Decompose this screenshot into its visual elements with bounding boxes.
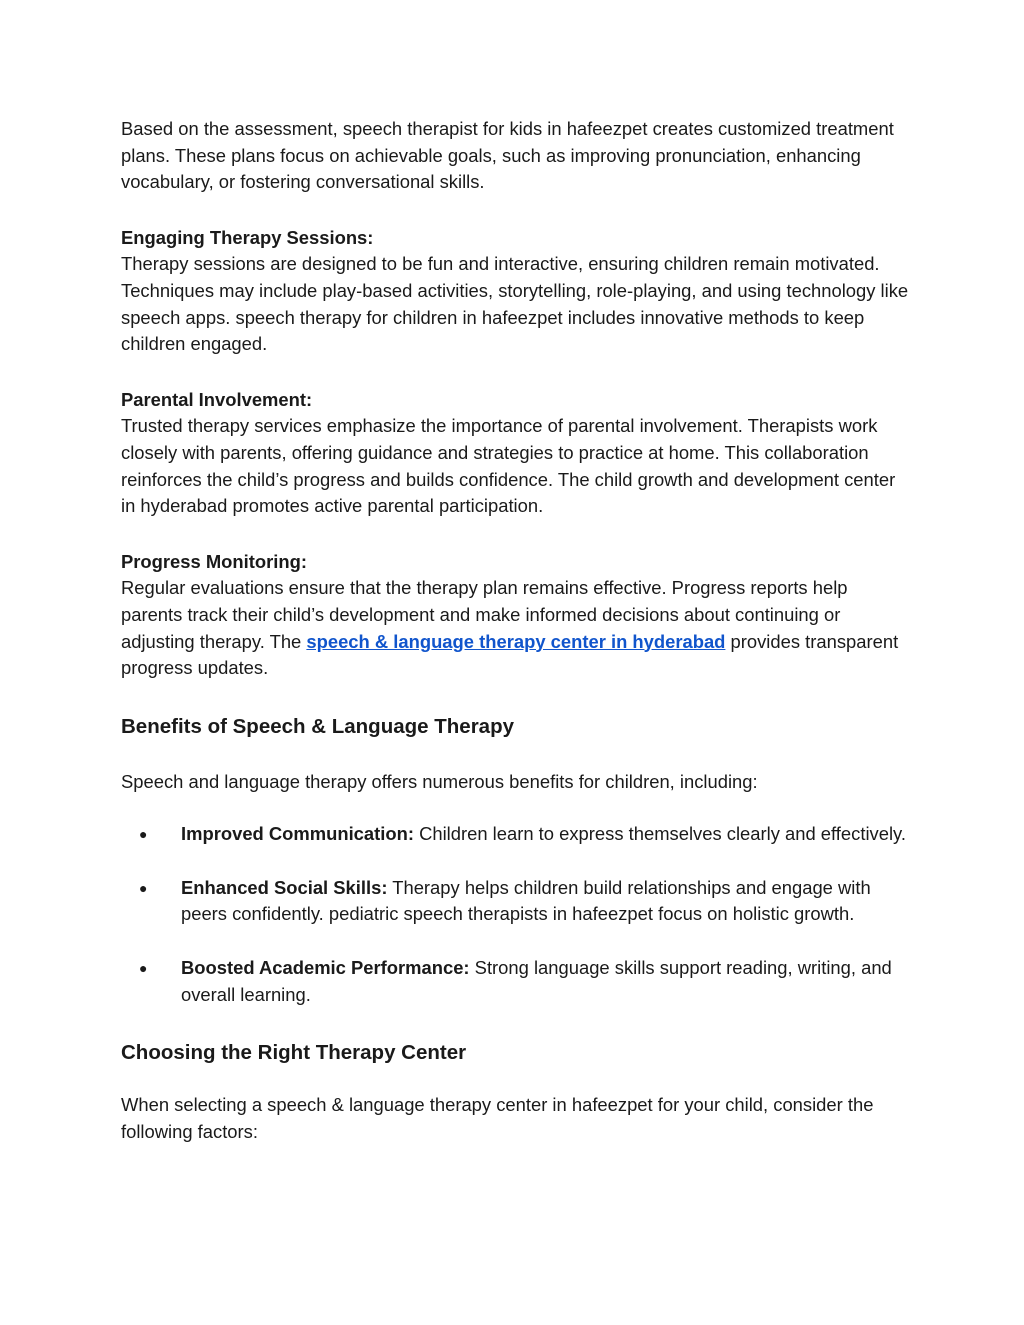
- benefit-text: Children learn to express themselves clearly and effectively.: [413, 823, 906, 845]
- section-parental-involvement: [121, 387, 911, 520]
- section-body: Trusted therapy services emphasize the importance of parental involvement. Therapists work closely with parents, offering guidance and strategies to practice at home. This collaboration reinforces the child’s progress and builds confidence. The child growth and development center in hyderabad promotes active parental participation.: [121, 415, 896, 517]
- benefits-intro: Speech and language therapy offers numerous benefits for children, including:: [121, 770, 758, 792]
- benefits-heading: Benefits of Speech & Language Therapy: [121, 714, 514, 738]
- section-body: [121, 575, 911, 681]
- bullet-icon: ●: [139, 826, 148, 843]
- list-item: [121, 955, 911, 1008]
- benefit-text: Strong language skills support reading, writing, and overall learning.: [181, 957, 892, 1005]
- choosing-heading: Choosing the Right Therapy Center: [121, 1041, 467, 1065]
- benefit-label: Improved Communication:: [181, 823, 414, 845]
- bullet-icon: ●: [139, 879, 148, 896]
- list-item: [121, 821, 911, 848]
- section-heading: Progress Monitoring:: [121, 550, 307, 572]
- benefit-label: Boosted Academic Performance:: [181, 957, 470, 979]
- body-text: provides transparent progress updates.: [121, 630, 899, 679]
- section-body: Therapy sessions are designed to be fun and interactive, ensuring children remain motivated. Techniques may include play-based activities, storytelling, role-playing, and using technology like speech apps. speech therapy for children in hafeezpet includes innovative methods to keep children engaged.: [121, 253, 909, 355]
- body-text: Regular evaluations ensure that the therapy plan remains effective. Progress reports help parents track their child’s development and make informed decisions about continuing or adjusting therapy. The: [121, 577, 848, 652]
- bullet-icon: ●: [139, 960, 148, 977]
- intro-paragraph: Based on the assessment, speech therapist for kids in hafeezpet creates customized treatment plans. These plans focus on achievable goals, such as improving pronunciation, enhancing vocabulary, or fostering conversational skills.: [121, 118, 894, 193]
- benefit-text: Therapy helps children build relationships and engage with peers confidently. pediatric speech therapists in hafeezpet focus on holistic growth.: [181, 876, 871, 925]
- choosing-body: When selecting a speech & language therapy center in hafeezpet for your child, consider the following factors:: [121, 1094, 874, 1142]
- therapy-center-link[interactable]: speech & language therapy center in hyderabad: [306, 630, 726, 652]
- document-page: [121, 116, 911, 1145]
- section-heading: Engaging Therapy Sessions:: [121, 226, 374, 248]
- section-progress-monitoring: [121, 549, 911, 682]
- benefits-list: [121, 821, 911, 1008]
- benefit-label: Enhanced Social Skills:: [181, 876, 388, 898]
- list-item: [121, 875, 911, 928]
- section-heading: Parental Involvement:: [121, 388, 313, 410]
- section-engaging-therapy: [121, 225, 911, 358]
